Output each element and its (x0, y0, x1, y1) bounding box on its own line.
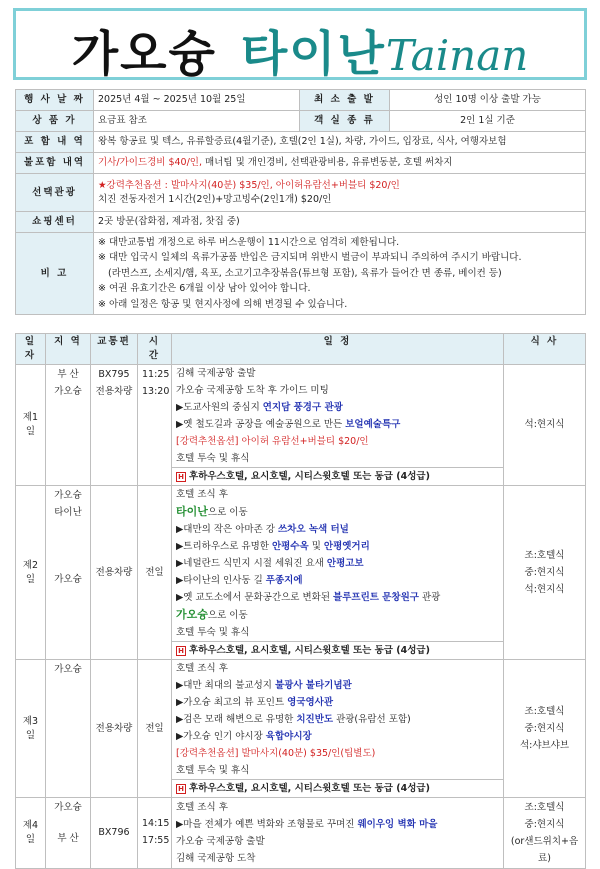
day4-time: 14:15 17:55 (138, 798, 172, 869)
info-row-shopping (16, 212, 586, 233)
day2-itinerary: 호텔 조식 후 타이난으로 이동 ▶대만의 작은 아마존 강 쓰차오 녹색 터널 ▶트리하우스로 유명한 안평수옥 및 안평옛거리 ▶네덜란드 식민지 시절 세워진 요새 안평고보 ▶타이난의 인사동 길 푸종지에 ▶옛 교도소에서 문화공간으로 변화된 블루프린트 문창원구 관광 가오슝으로 이동 호텔 투숙 및 휴식 H 후하우스호텔, 요시호텔, 시티스윗호텔 또는 동급 (4성급) (172, 486, 504, 660)
day2-region: 가오슝 타이난 가오슝 (46, 486, 91, 660)
title-gaoxiong: 가오슝 (71, 26, 217, 82)
notes-label: 비 고 (16, 233, 94, 315)
min-label: 최 소 출 발 (300, 90, 390, 111)
title-tainan-en: Tainan (385, 31, 529, 80)
day3-row (16, 660, 586, 798)
day4-region: 가오슝 부 산 (46, 798, 91, 869)
options-bike: 치진 전동자전거 1시간(2인)+망고빙수(2인1개) $20/인 (98, 193, 332, 205)
day2-hotel: H 후하우스호텔, 요시호텔, 시티스윗호텔 또는 동급 (4성급) (172, 641, 503, 659)
options-recommended: ★강력추천옵션 : 발마사지(40분) $35/인, 아이허유람선+버블티 $20/인 (98, 179, 400, 191)
excluded-label: 불포함 내역 (16, 153, 94, 174)
info-row-included (16, 132, 586, 153)
day4-itinerary: 호텔 조식 후 ▶마을 전체가 예쁜 벽화와 조형물로 꾸며진 웨이우잉 벽화 마을 가오슝 국제공항 출발 김해 국제공항 도착 (172, 798, 504, 869)
header-meal: 식 사 (504, 334, 586, 365)
note-5: ※ 아래 일정은 항공 및 현지사정에 의해 변경될 수 있습니다. (98, 298, 348, 310)
dates-value: 2025년 4월 ~ 2025년 10월 25일 (94, 90, 300, 111)
day4-label: 제4일 (16, 798, 46, 869)
day3-hotel: H 후하우스호텔, 요시호텔, 시티스윗호텔 또는 동급 (4성급) (172, 779, 503, 797)
options-value (94, 174, 586, 212)
hotel-icon: H (176, 472, 186, 482)
day2-meal: 조:호텔식 중:현지식 석:현지식 (504, 486, 586, 660)
excluded-value: 기사/가이드경비 $40/인, 매너팁 및 개인경비, 선택관광비용, 유류변동분, 호텔 써차지 (94, 153, 586, 174)
day3-itinerary: 호텔 조식 후 ▶대만 최대의 불교성지 불광사 불타기념관 ▶가오슝 최고의 뷰 포인트 영국영사관 ▶검은 모래 해변으로 유명한 치진반도 관광(유람선 포함) ▶가오슝 인기 야시장 육합야시장 [강력추천옵션] 발마사지(40분) $35/인(팁별도) 호텔 투숙 및 휴식 H 후하우스호텔, 요시호텔, 시티스윗호텔 또는 동급 (4성급) (172, 660, 504, 798)
page-title (16, 15, 584, 84)
day1-meal: 석:현지식 (504, 365, 586, 486)
note-4: ※ 여권 유효기간은 6개월 이상 남아 있어야 합니다. (98, 283, 311, 295)
note-2: ※ 대만 입국시 일체의 육류가공품 반입은 금지되며 위반시 벌금이 부과되니 주의하여 주시기 바랍니다. (98, 252, 522, 264)
shopping-value: 2곳 방문(잡화점, 제과점, 찻집 중) (94, 212, 586, 233)
day3-transport: 전용차량 (91, 660, 138, 798)
day1-label: 제1일 (16, 365, 46, 486)
info-table (15, 89, 586, 315)
info-row-dates (16, 90, 586, 111)
day1-time: 11:25 13:20 (138, 365, 172, 486)
day2-time: 전일 (138, 486, 172, 660)
info-row-price (16, 111, 586, 132)
header-time: 시 간 (138, 334, 172, 365)
room-value: 2인 1실 기준 (390, 111, 586, 132)
hotel-icon: H (176, 646, 186, 656)
info-row-options (16, 174, 586, 212)
room-label: 객 실 종 류 (300, 111, 390, 132)
schedule-table (15, 333, 586, 869)
day2-transport: 전용차량 (91, 486, 138, 660)
day3-meal: 조:호텔식 중:현지식 석:샤브샤브 (504, 660, 586, 798)
price-label: 상 품 가 (16, 111, 94, 132)
shopping-label: 쇼핑센터 (16, 212, 94, 233)
header-region: 지 역 (46, 334, 91, 365)
price-value: 요금표 참조 (94, 111, 300, 132)
info-row-notes (16, 233, 586, 315)
day1-row (16, 365, 586, 486)
note-1: ※ 대만교통법 개정으로 하루 버스운행이 11시간으로 엄격히 제한됩니다. (98, 236, 400, 248)
note-3: (라면스프, 소세지/햄, 육포, 소고기고추장볶음(튜브형 포함), 육류가 들어간 면 종류, 베이컨 등) (108, 267, 502, 279)
guide-fee: 기사/가이드경비 $40/인, (98, 157, 202, 168)
title-banner (13, 8, 587, 80)
info-row-excluded (16, 153, 586, 174)
hotel-icon: H (176, 784, 186, 794)
day4-meal: 조:호텔식 중:현지식 (or샌드위치+음료) (504, 798, 586, 869)
dates-label: 행 사 날 짜 (16, 90, 94, 111)
day3-time: 전일 (138, 660, 172, 798)
options-label: 선택관광 (16, 174, 94, 212)
day3-label: 제3일 (16, 660, 46, 798)
included-label: 포 함 내 역 (16, 132, 94, 153)
schedule-header (16, 334, 586, 365)
day4-row (16, 798, 586, 869)
day1-itinerary: 김해 국제공항 출발 가오슝 국제공항 도착 후 가이드 미팅 ▶도교사원의 중심지 연지담 풍경구 관광 ▶옛 철도길과 공장을 예술공원으로 만든 보얼예술특구 [강력추천옵션] 아이허 유람선+버블티 $20/인 호텔 투숙 및 휴식 H 후하우스호텔, 요시호텔, 시티스윗호텔 또는 동급 (4성급) (172, 365, 504, 486)
included-value: 왕복 항공료 및 텍스, 유류할증료(4월기준), 호텔(2인 1실), 차량, 가이드, 입장료, 식사, 여행자보험 (94, 132, 586, 153)
header-transport: 교통편 (91, 334, 138, 365)
day1-region: 부 산 가오슝 (46, 365, 91, 486)
day2-label: 제2일 (16, 486, 46, 660)
day2-row (16, 486, 586, 660)
notes-value (94, 233, 586, 315)
header-day: 일 자 (16, 334, 46, 365)
header-itinerary: 일 정 (172, 334, 504, 365)
min-value: 성인 10명 이상 출발 가능 (390, 90, 586, 111)
day1-hotel: H 후하우스호텔, 요시호텔, 시티스윗호텔 또는 동급 (4성급) (172, 467, 503, 485)
day4-transport: BX796 (91, 798, 138, 869)
day3-region: 가오슝 (46, 660, 91, 798)
title-tainan: 타이난 (240, 26, 386, 82)
day1-transport: BX795 전용차량 (91, 365, 138, 486)
